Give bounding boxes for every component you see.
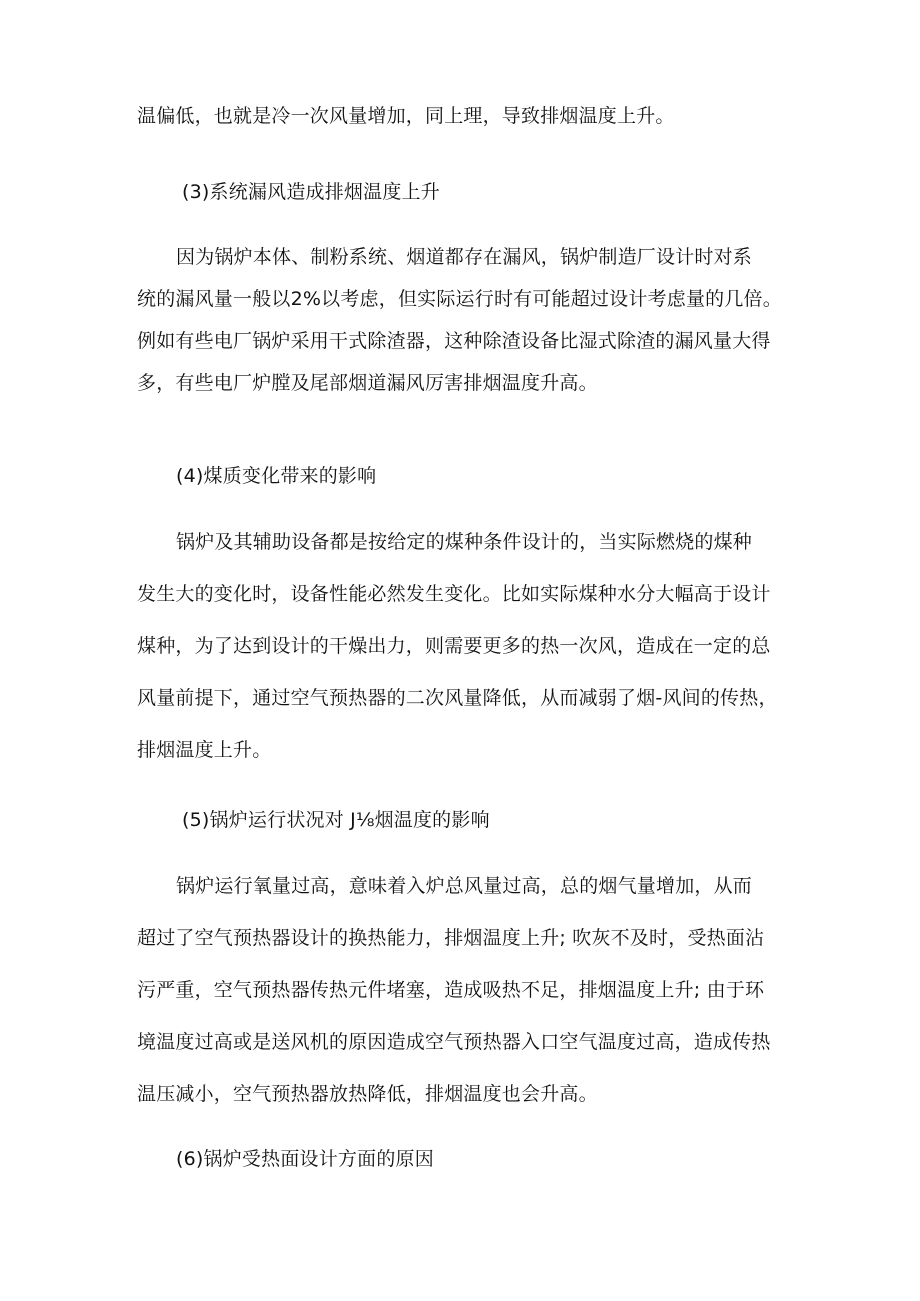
text-line: 超过了空气预热器设计的换热能力，排烟温度上升; 吹灰不及时，受热面沾 <box>137 927 765 949</box>
section-heading-6: (6)锅炉受热面设计方面的原因 <box>176 1148 434 1170</box>
section-heading-4: (4)煤质变化带来的影响 <box>176 465 377 487</box>
text-line: 例如有些电厂锅炉采用干式除渣器，这种除渣设备比湿式除渣的漏风量大得 <box>137 330 771 352</box>
text-line: 统的漏风量一般以2%以考虑，但实际运行时有可能超过设计考虑量的几倍。 <box>137 288 782 310</box>
text-line: 温偏低，也就是冷一次风量增加，同上理，导致排烟温度上升。 <box>137 105 675 127</box>
text-line: 多，有些电厂炉膛及尾部烟道漏风厉害排烟温度升高。 <box>137 372 598 394</box>
text-line: 发生大的变化时，设备性能必然发生变化。比如实际煤种水分大幅高于设计 <box>137 583 771 605</box>
text-line: 煤种，为了达到设计的干燥出力，则需要更多的热一次风，造成在一定的总 <box>137 635 771 657</box>
text-line: 锅炉运行氧量过高，意味着入炉总风量过高，总的烟气量增加，从而 <box>176 875 753 897</box>
section-heading-3: (3)系统漏风造成排烟温度上升 <box>182 181 440 203</box>
text-line: 排烟温度上升。 <box>137 739 272 761</box>
text-line: 因为锅炉本体、制粉系统、烟道都存在漏风，锅炉制造厂设计时对系 <box>176 246 753 268</box>
text-line: 污严重，空气预热器传热元件堵塞，造成吸热不足，排烟温度上升; 由于环 <box>137 979 765 1001</box>
text-line: 锅炉及其辅助设备都是按给定的煤种条件设计的，当实际燃烧的煤种 <box>176 531 753 553</box>
text-line: 境温度过高或是送风机的原因造成空气预热器入口空气温度过高，造成传热 <box>137 1031 771 1053</box>
text-line: 温压减小，空气预热器放热降低，排烟温度也会升高。 <box>137 1083 598 1105</box>
text-line: 风量前提下，通过空气预热器的二次风量降低，从而减弱了烟-风间的传热， <box>137 687 778 709</box>
section-heading-5: (5)锅炉运行状况对 J⅛烟温度的影响 <box>182 809 490 831</box>
